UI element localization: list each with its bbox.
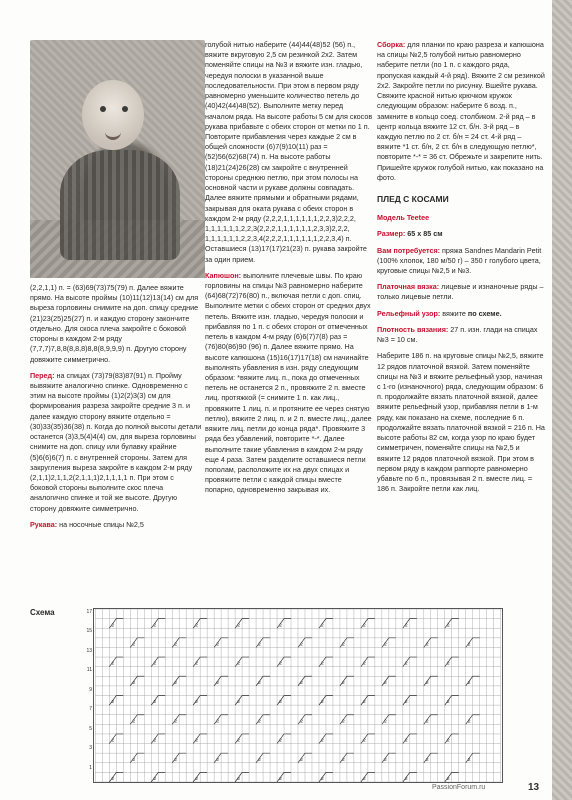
- left-paragraph-front: [30, 371, 202, 514]
- chart-cell-mark: 2: [321, 661, 324, 667]
- chart-cell-mark: 2: [467, 680, 471, 686]
- chart-cell-mark: 2: [153, 661, 157, 667]
- sleeves-heading: Рукава:: [30, 519, 58, 529]
- chart-cell-mark: 2: [195, 738, 199, 744]
- chart-cell-mark: 2: [237, 777, 240, 783]
- chart-cell-mark: 2: [342, 719, 345, 725]
- chart-cell-mark: 2: [132, 719, 136, 725]
- relief-text: вяжите: [440, 308, 468, 318]
- chart-cell-mark: 2: [258, 642, 261, 648]
- left-text-column: [30, 283, 202, 536]
- density-label: Плотность вязания:: [377, 324, 449, 334]
- blanket-instructions: Наберите 186 п. на круговые спицы №2,5, вяжите 12 рядов платочной вязкой. Затем поменяйте спицы на №3 и вяжите рельефный узор, начиная с 1-го (изнаночного) ряда, следующим образом: 6 п. продолжайте вязать платочной вязкой, далее вяжите рельефный узор, прибавляя петли в 1-м ряду, как показано на схеме, последние 6 п. продолжайте вязать платочной вязкой = 216 п. На высоте работы 82 см, когда узор по краю будет симметричен, поменяйте спицы на №2,5 и вяжите 12 рядов платочной вязкой. При этом в первом ряду в каждом раппорте равномерно убавьте по 6 п., провязывая 2 п. вместе лиц. = 186 п. Закройте петли как лиц.: [377, 351, 545, 494]
- size-label: Размер:: [377, 229, 406, 239]
- schema-row-number: 9: [89, 686, 92, 693]
- chart-cell-mark: 2: [362, 700, 366, 706]
- garter-text: лицевые и изнаночные ряды – только лицевые петли.: [377, 282, 544, 302]
- chart-cell-mark: 2: [404, 738, 408, 744]
- chart-cell-mark: 2: [174, 719, 178, 725]
- mid-paragraph-hood: [205, 271, 373, 496]
- chart-cell-mark: 2: [279, 661, 282, 667]
- chart-cell-mark: 2: [446, 623, 450, 629]
- left-paragraph-1: (2,2,1,1) п. = (63)69(73)75(79) п. Далее вяжите прямо. На высоте проймы (10)11(12)13(14) см для выреза горловины снимите на доп. спицу средние (21)23(25)25(27) п. и каждую сторону закончите отдельно. Для скоса плеча закройте с боковой стороны в каждом 2-м ряду (7,7,7)7,8,8(8,8,8)8,8(8,9,9,9) п. Другую сторону довяжите симметрично.: [30, 283, 199, 364]
- schema-row-number: 13: [86, 647, 92, 654]
- schema-row-numbers: [78, 608, 92, 783]
- chart-cell-mark: 2: [153, 777, 157, 783]
- chart-cell-mark: 2: [404, 661, 408, 667]
- model-line: [377, 213, 545, 223]
- chart-cell-mark: 2: [467, 719, 471, 725]
- chart-cell-mark: 2: [300, 642, 303, 648]
- chart-cell-mark: 2: [425, 680, 429, 686]
- chart-cell-mark: 2: [195, 700, 199, 706]
- chart-cell-mark: 2: [404, 623, 408, 629]
- chart-cell-mark: 2: [111, 777, 115, 783]
- sleeves-text: на носочные спицы №2,5: [57, 519, 144, 529]
- chart-cell-mark: 2: [237, 661, 240, 667]
- size-line: [377, 229, 545, 239]
- garter-label: Платочная вязка:: [377, 282, 440, 292]
- chart-cell-mark: 2: [362, 623, 366, 629]
- schema-row-number: 1: [89, 764, 92, 771]
- chart-cell-mark: 2: [383, 719, 387, 725]
- page-number: 13: [528, 782, 540, 793]
- relief-bold: по схеме.: [467, 308, 502, 318]
- chart-cell-mark: 2: [111, 661, 115, 667]
- hood-text: выполните плечевые швы. По краю горловины на спицы №3 равномерно наберите (64)68(72)76(80) п., включая петли с доп. спиц. Выполните метки с обеих сторон от средних двух петель. Вяжите изн. гладью, чередуя полоски и прибавляя по 1 п. с обеих сторон от отмеченных петель в каждом 4-м ряду (6)6(7)7(8) раз = (76)80(86)90 (96) п. Далее вяжите прямо. На высоте капюшона (15)16(17)17(18) см начинайте выполнять убавления в изн. ряду следующим образом: *вяжите лиц. п., пока до отмеченных петель не останется 2 п., провяжите 2 п. вместе лиц. протяжкой (= снимите 1 п. как лиц., провяжите 1 лиц. п. и протяните ее через снятую петлю), вяжите 2 лиц. п. и 2 п. вместе лиц., далее вяжите лиц. петли до конца ряда*. Провяжите 3 ряда без убавлений, повторите *-*. Далее выполните такие убавления в каждом 2-м ряду еще 4 раза. Затем разделите оставшиеся петли пополам, расположите их на двух спицах и провяжите петли с каждой спицы вместе попарно, одновременно закрывая их.: [205, 270, 372, 495]
- chart-cell-mark: 2: [404, 700, 408, 706]
- chart-cell-mark: 2: [446, 700, 450, 706]
- chart-cell-mark: 2: [216, 680, 219, 686]
- chart-cell-mark: 2: [300, 719, 303, 725]
- schema-label: Схема: [30, 608, 55, 617]
- chart-cell-mark: 2: [216, 642, 219, 648]
- baby-photo: [30, 40, 205, 278]
- photo-eye-left: [100, 106, 106, 112]
- chart-cell-mark: 2: [425, 642, 429, 648]
- schema-row-number: 17: [86, 609, 92, 615]
- mid-paragraph-1: голубой нитью наберите (44)44(48)52 (56) п., вяжите вкруговую 2,5 см резинкой 2х2. Затем поменяйте спицы на №3 и вяжите изн. гладью, чередуя полоски в указанной выше последовательности. При этом в первом ряду равномерно уменьшите количество петель до (40)42(44)48(52). Выполните метку перед началом ряда. На высоте работы 5 см для скосов рукава прибавьте с обеих сторон от метки по 1 п. Повторите прибавления через каждые 2 см в общей сложности (6)7(9)10(11) раз = (52)56(62)68(74) п. На высоте работы (18)21(24)26(28) см закройте с внутренней стороны среднюю петлю, при этом полосы на основной части и рукаве должны совпадать. Далее вяжите прямыми и обратными рядами, закрывая для оката рукава с обеих сторон в каждом 2-м ряду (2,2,2,1,1,1,1,1,1,2,2,3)2,2,2, 1,1,1,1,1,1,2,2,3(2,2,2,1,1,1,1,1,1,2,3,3)2,2,2, 1,1,1,1,1,1,2,2,3,4(2,2,2,1,1,1,1,1,1,2,2,3,4) п. Оставшиеся (13)17(17)21(23) п. рукава закройте за один прием.: [205, 40, 373, 264]
- materials-line: [377, 246, 545, 277]
- chart-cell-mark: 2: [321, 623, 324, 629]
- chart-cell-mark: 2: [279, 623, 282, 629]
- chart-cell-mark: 2: [321, 700, 324, 706]
- density-text: 27 п. изн. глади на спицах №3 = 10 см.: [377, 324, 538, 345]
- chart-cell-mark: 2: [237, 738, 240, 744]
- chart-cell-mark: 2: [321, 777, 324, 783]
- chart-cell-mark: 2: [132, 642, 136, 648]
- chart-cell-mark: 2: [362, 777, 366, 783]
- chart-cell-mark: 2: [195, 623, 199, 629]
- chart-cell-mark: 2: [174, 757, 178, 763]
- chart-cell-mark: 2: [153, 738, 157, 744]
- chart-cell-mark: 2: [383, 642, 387, 648]
- chart-cell-mark: 2: [132, 757, 136, 763]
- chart-cell-mark: 2: [195, 777, 199, 783]
- chart-cell-mark: 2: [425, 719, 429, 725]
- right-text-column: [377, 40, 545, 500]
- knitting-chart: [93, 608, 503, 783]
- schema-row-number: 11: [86, 667, 92, 674]
- size-value: 65 х 85 см: [405, 229, 443, 239]
- front-text: на спицах (73)79(83)87(91) п. Пройму вывяжите аналогично спинке. Одновременно с этим на высоте проймы (1)2(2)3(3) см для формирования разреза закройте средние 3 п. и далее каждую сторону вяжите отдельно = (30)33(35)36(38) п. Когда до полной высоты детали останется (3)3,5(4)4(4) см, для выреза горловины снимите на доп. спицу или булавку крайние (5)6(6)6(7) п. с внутренней стороны. Затем для закругления выреза закройте в каждом 2-м ряду (2,1,1)2,1,1,2(2,1,1,1)2,1,1,1,1 п. При этом с боковой стороны выполните скос плеча аналогично спинке и той же высоте. Другую сторону довяжите симметрично.: [30, 370, 202, 513]
- assembly-paragraph: [377, 40, 545, 183]
- front-heading: Перед:: [30, 370, 55, 380]
- chart-cell-mark: 2: [446, 777, 450, 783]
- schema-row-number: 3: [89, 745, 92, 752]
- schema-row-number: 7: [89, 706, 92, 713]
- chart-cell-mark: 2: [153, 623, 157, 629]
- chart-cell-mark: 2: [258, 680, 261, 686]
- chart-cell-mark: 2: [342, 642, 345, 648]
- chart-cell-mark: 2: [404, 777, 408, 783]
- middle-text-column: [205, 40, 373, 502]
- chart-cell-mark: 2: [195, 661, 199, 667]
- schema-row-number: 5: [89, 725, 92, 732]
- chart-cell-mark: 2: [342, 757, 345, 763]
- left-paragraph-sleeves: [30, 520, 202, 530]
- chart-cell-mark: 2: [216, 757, 219, 763]
- footer-site: PassionForum.ru: [432, 784, 486, 791]
- chart-cell-mark: 2: [279, 777, 282, 783]
- chart-cell-mark: 2: [383, 680, 387, 686]
- chart-cell-mark: 2: [342, 680, 345, 686]
- materials-text: пряжа Sandnes Mandarin Petit (100% хлопок, 180 м/50 г) – 350 г голубого цвета, круговые спицы №2,5 и №3.: [377, 245, 542, 275]
- chart-cell-mark: 2: [300, 680, 303, 686]
- hood-heading: Капюшон:: [205, 270, 242, 280]
- assembly-text: для планки по краю разреза и капюшона на спицы №2,5 голубой нитью равномерно наберите петли (по 1 п. с каждого ряда, пропуская каждый 4-й ряд). Вяжите 2 см резинкой 2х2. Закройте петли по рисунку. Вшейте рукава. Свяжите красной нитью крючком кружок следующим образом: наберите 6 возд. п., замкните в кольцо соед. столбиком. 2-й ряд – в центр кольца вяжите 12 ст. б/н. 3-й ряд – в каждую петлю по 2 ст. б/н = 24 ст. 4-й ряд – вяжите *1 ст. б/н, 2 ст. б/н в следующую петлю*, повторите *-* = 36 ст. Обрежьте и закрепите нить. Пришейте кружок голубой нитью, как показано на фото.: [377, 40, 545, 182]
- chart-cell-mark: 2: [111, 700, 115, 706]
- chart-cell-mark: 2: [300, 757, 303, 763]
- chart-cell-mark: 2: [362, 738, 366, 744]
- chart-cell-mark: 2: [174, 642, 178, 648]
- photo-eye-right: [122, 106, 128, 112]
- chart-cell-mark: 2: [383, 757, 387, 763]
- chart-cell-mark: 2: [111, 623, 115, 629]
- chart-cell-mark: 2: [446, 738, 450, 744]
- chart-cell-mark: 2: [153, 700, 157, 706]
- garter-line: [377, 282, 545, 302]
- photo-sweater: [60, 150, 180, 260]
- chart-cell-mark: 2: [258, 757, 261, 763]
- decorative-edge-strip: [552, 0, 572, 800]
- section-title: ПЛЕД С КОСАМИ: [377, 194, 449, 205]
- chart-cell-mark: 2: [174, 680, 178, 686]
- chart-cell-mark: 2: [258, 719, 261, 725]
- chart-cell-mark: 2: [467, 642, 471, 648]
- model-label: Модель Teetee: [377, 213, 430, 223]
- chart-cell-mark: 2: [132, 680, 136, 686]
- chart-cell-mark: 2: [237, 700, 240, 706]
- materials-label: Вам потребуется:: [377, 245, 441, 255]
- chart-cell-mark: 2: [111, 738, 115, 744]
- chart-cell-mark: 2: [446, 661, 450, 667]
- density-line: [377, 325, 545, 345]
- chart-cell-mark: 2: [216, 719, 219, 725]
- assembly-heading: Сборка:: [377, 40, 406, 49]
- chart-cell-mark: 2: [362, 661, 366, 667]
- relief-label: Рельефный узор:: [377, 308, 441, 318]
- chart-cell-mark: 2: [279, 738, 282, 744]
- chart-cell-mark: 2: [237, 623, 240, 629]
- relief-line: [377, 309, 545, 319]
- chart-cell-mark: 2: [425, 757, 429, 763]
- chart-cell-mark: 2: [467, 757, 471, 763]
- chart-cell-mark: 2: [279, 700, 282, 706]
- schema-row-number: 15: [86, 628, 92, 635]
- chart-cell-mark: 2: [321, 738, 324, 744]
